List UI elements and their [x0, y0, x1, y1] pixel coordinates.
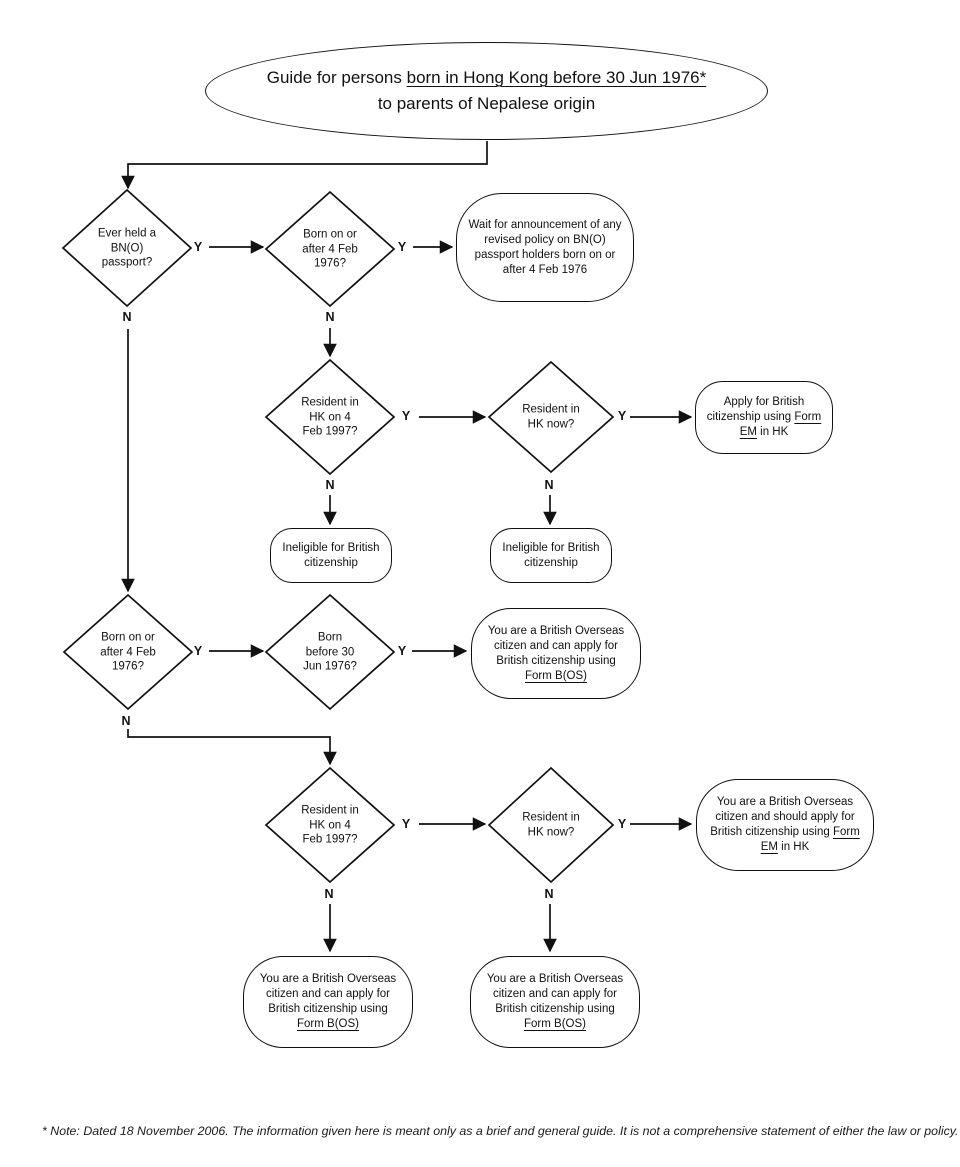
form-em-link-2[interactable]: Form EM: [760, 826, 860, 853]
form-bos-link-1[interactable]: Form B(OS): [525, 669, 587, 682]
branch-label-d5-yes: Y: [193, 644, 203, 658]
branch-label-d1-no: N: [122, 310, 132, 324]
branch-label-d1-yes: Y: [193, 240, 203, 254]
outcome-bos-form-bos-1: You are a British Overseas citizen and can apply for British citizenship using Form B(OS): [471, 608, 641, 699]
branch-label-d4-yes: Y: [617, 409, 627, 423]
decision-ever-held-bno: Ever held a BN(O) passport?: [97, 227, 157, 269]
decision-born-before-30jun1976: Born before 30 Jun 1976?: [303, 631, 357, 673]
branch-label-d6-yes: Y: [397, 644, 407, 658]
decision-resident-1997-a: Resident in HK on 4 Feb 1997?: [301, 396, 359, 438]
title-line1-prefix: Guide for persons: [266, 68, 407, 87]
branch-label-d2-no: N: [325, 310, 335, 324]
decision-born-after-4feb1976-a: Born on or after 4 Feb 1976?: [302, 228, 358, 270]
outcome-apply-form-em: Apply for British citizenship using Form EM in HK: [695, 381, 833, 454]
outcome-bos-form-em: You are a British Overseas citizen and should apply for British citizenship using Form EM in HK: [696, 779, 874, 871]
branch-label-d2-yes: Y: [397, 240, 407, 254]
footnote: * Note: Dated 18 November 2006. The information given here is meant only as a brief and general guide. It is not a comprehensive statement of either the law or policy.: [42, 1124, 959, 1138]
branch-label-d3-yes: Y: [401, 409, 411, 423]
outcome-bos-form-bos-2: You are a British Overseas citizen and can apply for British citizenship using Form B(OS): [243, 956, 413, 1048]
outcome-bos-form-bos-3: You are a British Overseas citizen and can apply for British citizenship using Form B(OS): [470, 956, 640, 1048]
branch-label-d4-no: N: [544, 478, 554, 492]
form-bos-link-3[interactable]: Form B(OS): [524, 1018, 586, 1030]
outcome-wait-announcement: Wait for announcement of any revised policy on BN(O) passport holders born on or after 4 Feb 1976: [456, 193, 634, 302]
decision-resident-1997-b: Resident in HK on 4 Feb 1997?: [301, 804, 359, 846]
title-terminal: [205, 42, 768, 140]
arrow-title-to-d1: [128, 141, 487, 188]
title-line1: [267, 65, 706, 91]
form-em-link[interactable]: Form EM: [739, 411, 822, 438]
decision-resident-now-a: Resident in HK now?: [522, 403, 580, 430]
arrow-d5-no-d7: [128, 729, 330, 764]
branch-label-d3-no: N: [325, 478, 335, 492]
outcome-ineligible-1: Ineligible for British citizenship: [270, 528, 392, 583]
form-bos-link-2[interactable]: Form B(OS): [297, 1018, 359, 1030]
branch-label-d5-no: N: [121, 714, 131, 728]
title-line2: to parents of Nepalese origin: [377, 94, 596, 113]
branch-label-d8-no: N: [544, 887, 554, 901]
decision-resident-now-b: Resident in HK now?: [522, 811, 580, 838]
branch-label-d8-yes: Y: [617, 817, 627, 831]
branch-label-d7-yes: Y: [401, 817, 411, 831]
decision-born-after-4feb1976-b: Born on or after 4 Feb 1976?: [100, 631, 156, 673]
branch-label-d7-no: N: [324, 887, 334, 901]
title-line1-underlined: born in Hong Kong before 30 Jun 1976*: [406, 68, 707, 87]
outcome-ineligible-2: Ineligible for British citizenship: [490, 528, 612, 583]
